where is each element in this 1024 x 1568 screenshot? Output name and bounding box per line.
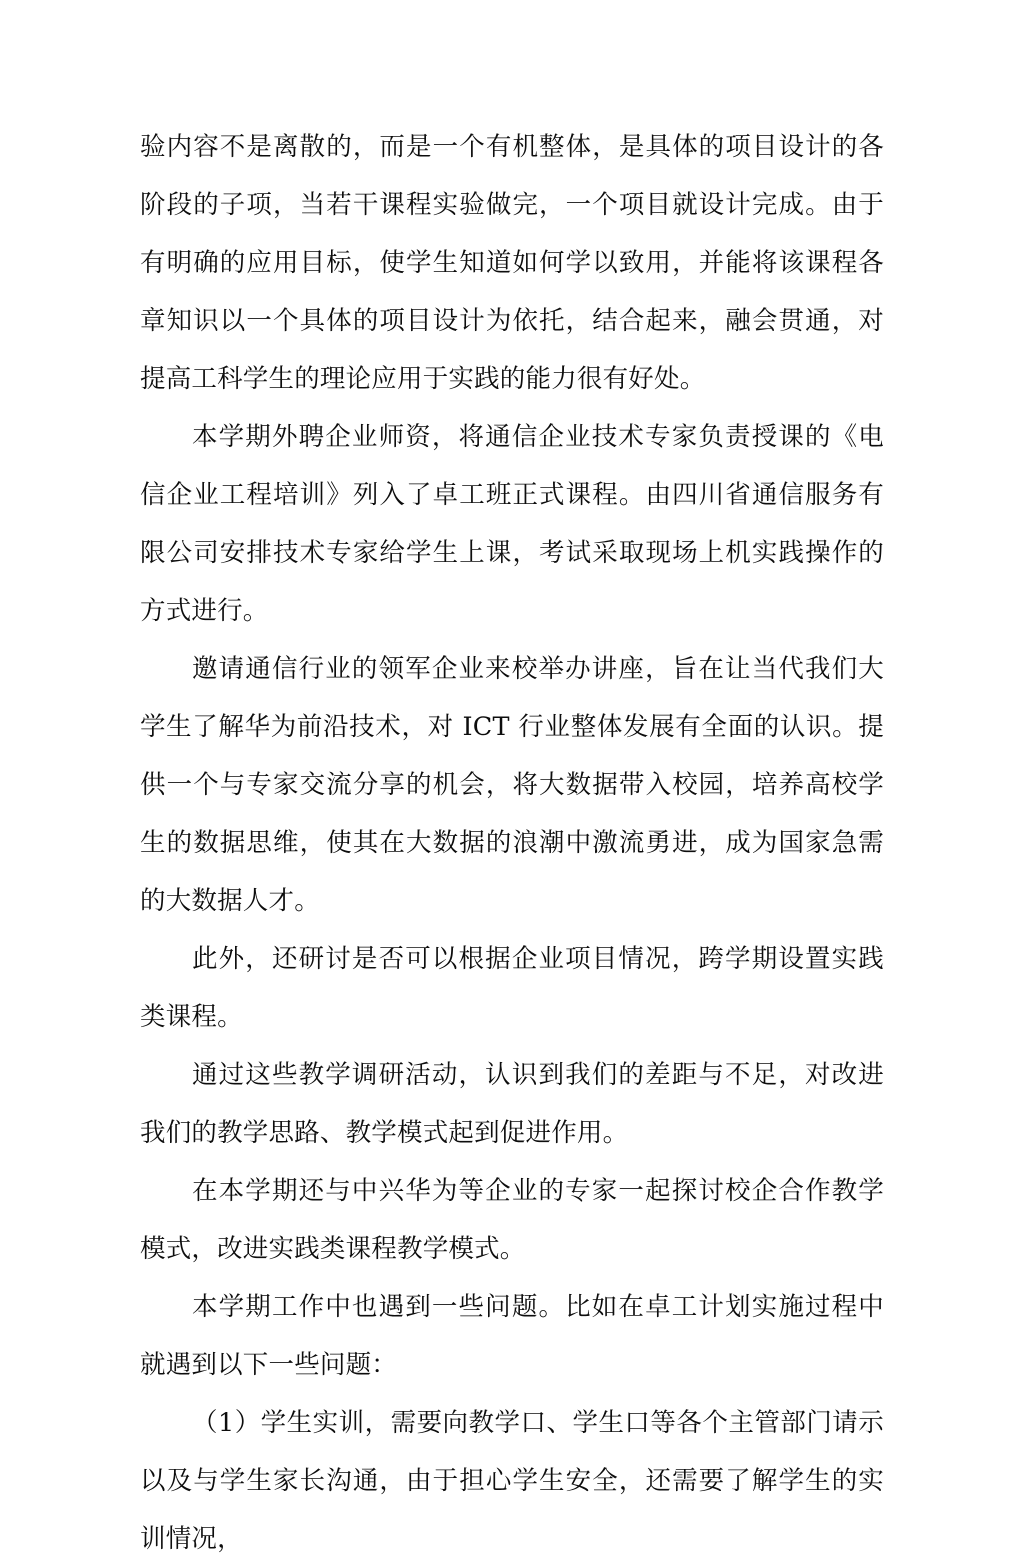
paragraph: 此外，还研讨是否可以根据企业项目情况，跨学期设置实践类课程。 <box>140 944 884 1032</box>
paragraph: 本学期工作中也遇到一些问题。比如在卓工计划实施过程中就遇到以下一些问题： <box>140 1292 884 1380</box>
paragraph: 验内容不是离散的，而是一个有机整体，是具体的项目设计的各阶段的子项，当若干课程实验做完，一个项目就设计完成。由于有明确的应用目标，使学生知道如何学以致用，并能将该课程各章知识以一个具体的项目设计为依托，结合起来，融会贯通，对提高工科学生的理论应用于实践的能力很有好处。 <box>140 132 884 394</box>
paragraph: 邀请通信行业的领军企业来校举办讲座，旨在让当代我们大学生了解华为前沿技术，对 ICT 行业整体发展有全面的认识。提供一个与专家交流分享的机会，将大数据带入校园，培养高校学生的数据思维，使其在大数据的浪潮中激流勇进，成为国家急需的大数据人才。 <box>140 654 884 916</box>
document-body <box>140 118 884 1568</box>
paragraph: 通过这些教学调研活动，认识到我们的差距与不足，对改进我们的教学思路、教学模式起到促进作用。 <box>140 1060 884 1148</box>
paragraph: 在本学期还与中兴华为等企业的专家一起探讨校企合作教学模式，改进实践类课程教学模式。 <box>140 1176 884 1264</box>
paragraph: （1）学生实训，需要向教学口、学生口等各个主管部门请示以及与学生家长沟通，由于担心学生安全，还需要了解学生的实训情况， <box>140 1408 884 1554</box>
paragraph: 本学期外聘企业师资，将通信企业技术专家负责授课的《电信企业工程培训》列入了卓工班正式课程。由四川省通信服务有限公司安排技术专家给学生上课，考试采取现场上机实践操作的方式进行。 <box>140 422 884 626</box>
